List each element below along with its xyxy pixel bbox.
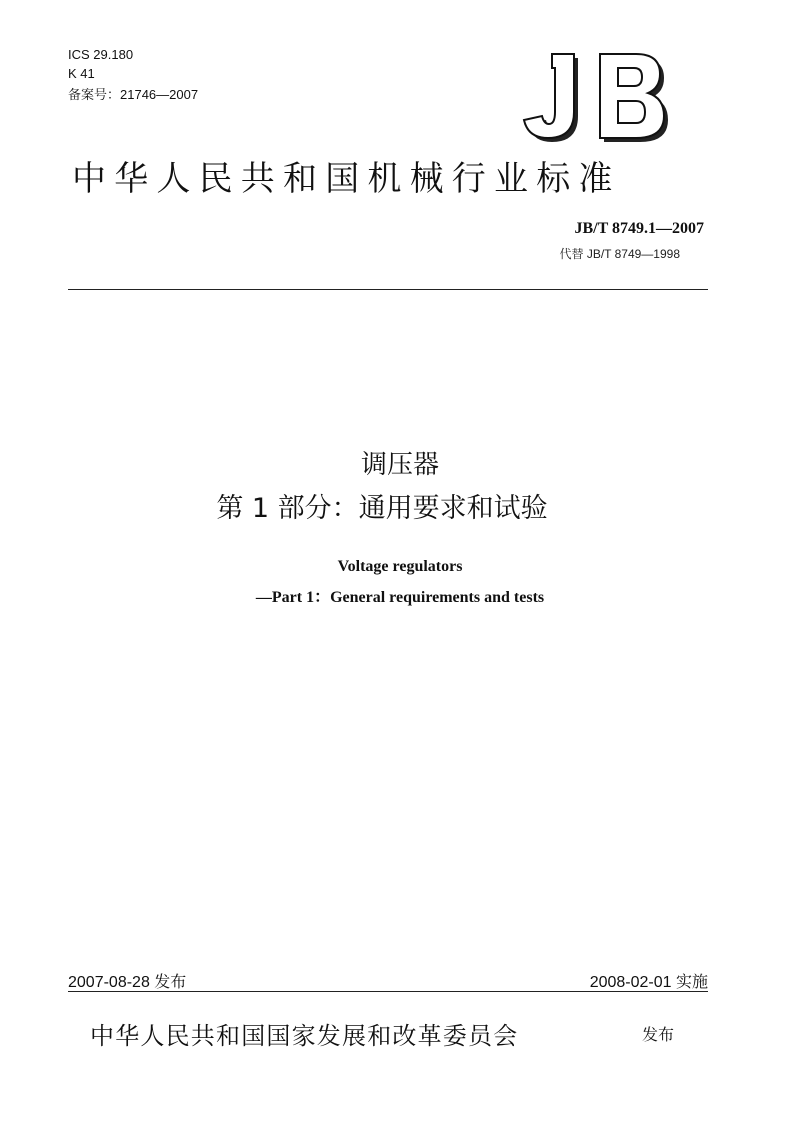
document-title-cn-line1: 调压器 [360, 450, 439, 480]
publish-label: 发布 [642, 1025, 675, 1044]
document-title-cn-line2: 第 1 部分：通用要求和试验 [216, 493, 548, 524]
standard-number [575, 220, 705, 238]
standard-category-title: 中华人民共和国机械行业标准 [72, 159, 621, 199]
ics-code: ICS 29.180 [68, 47, 134, 62]
top-divider [68, 289, 708, 290]
jb-logo [518, 46, 678, 146]
standard-number-text: JB/T 8749.1—2007 [574, 220, 704, 237]
issue-date: 2007-08-28 发布 [68, 974, 187, 991]
implementation-date: 2008-02-01 实施 [589, 974, 708, 991]
record-number: 备案号：21746—2007 [68, 87, 199, 102]
document-title-en-line1: Voltage regulators [337, 558, 463, 575]
bottom-divider [68, 991, 708, 992]
replaces-standard: 代替 JB/T 8749—1998 [559, 247, 680, 261]
classification-code: K 41 [68, 66, 95, 81]
publisher-name: 中华人民共和国国家发展和改革委员会 [90, 1022, 519, 1050]
document-title-en-line2: —Part 1：General requirements and tests [255, 589, 545, 606]
